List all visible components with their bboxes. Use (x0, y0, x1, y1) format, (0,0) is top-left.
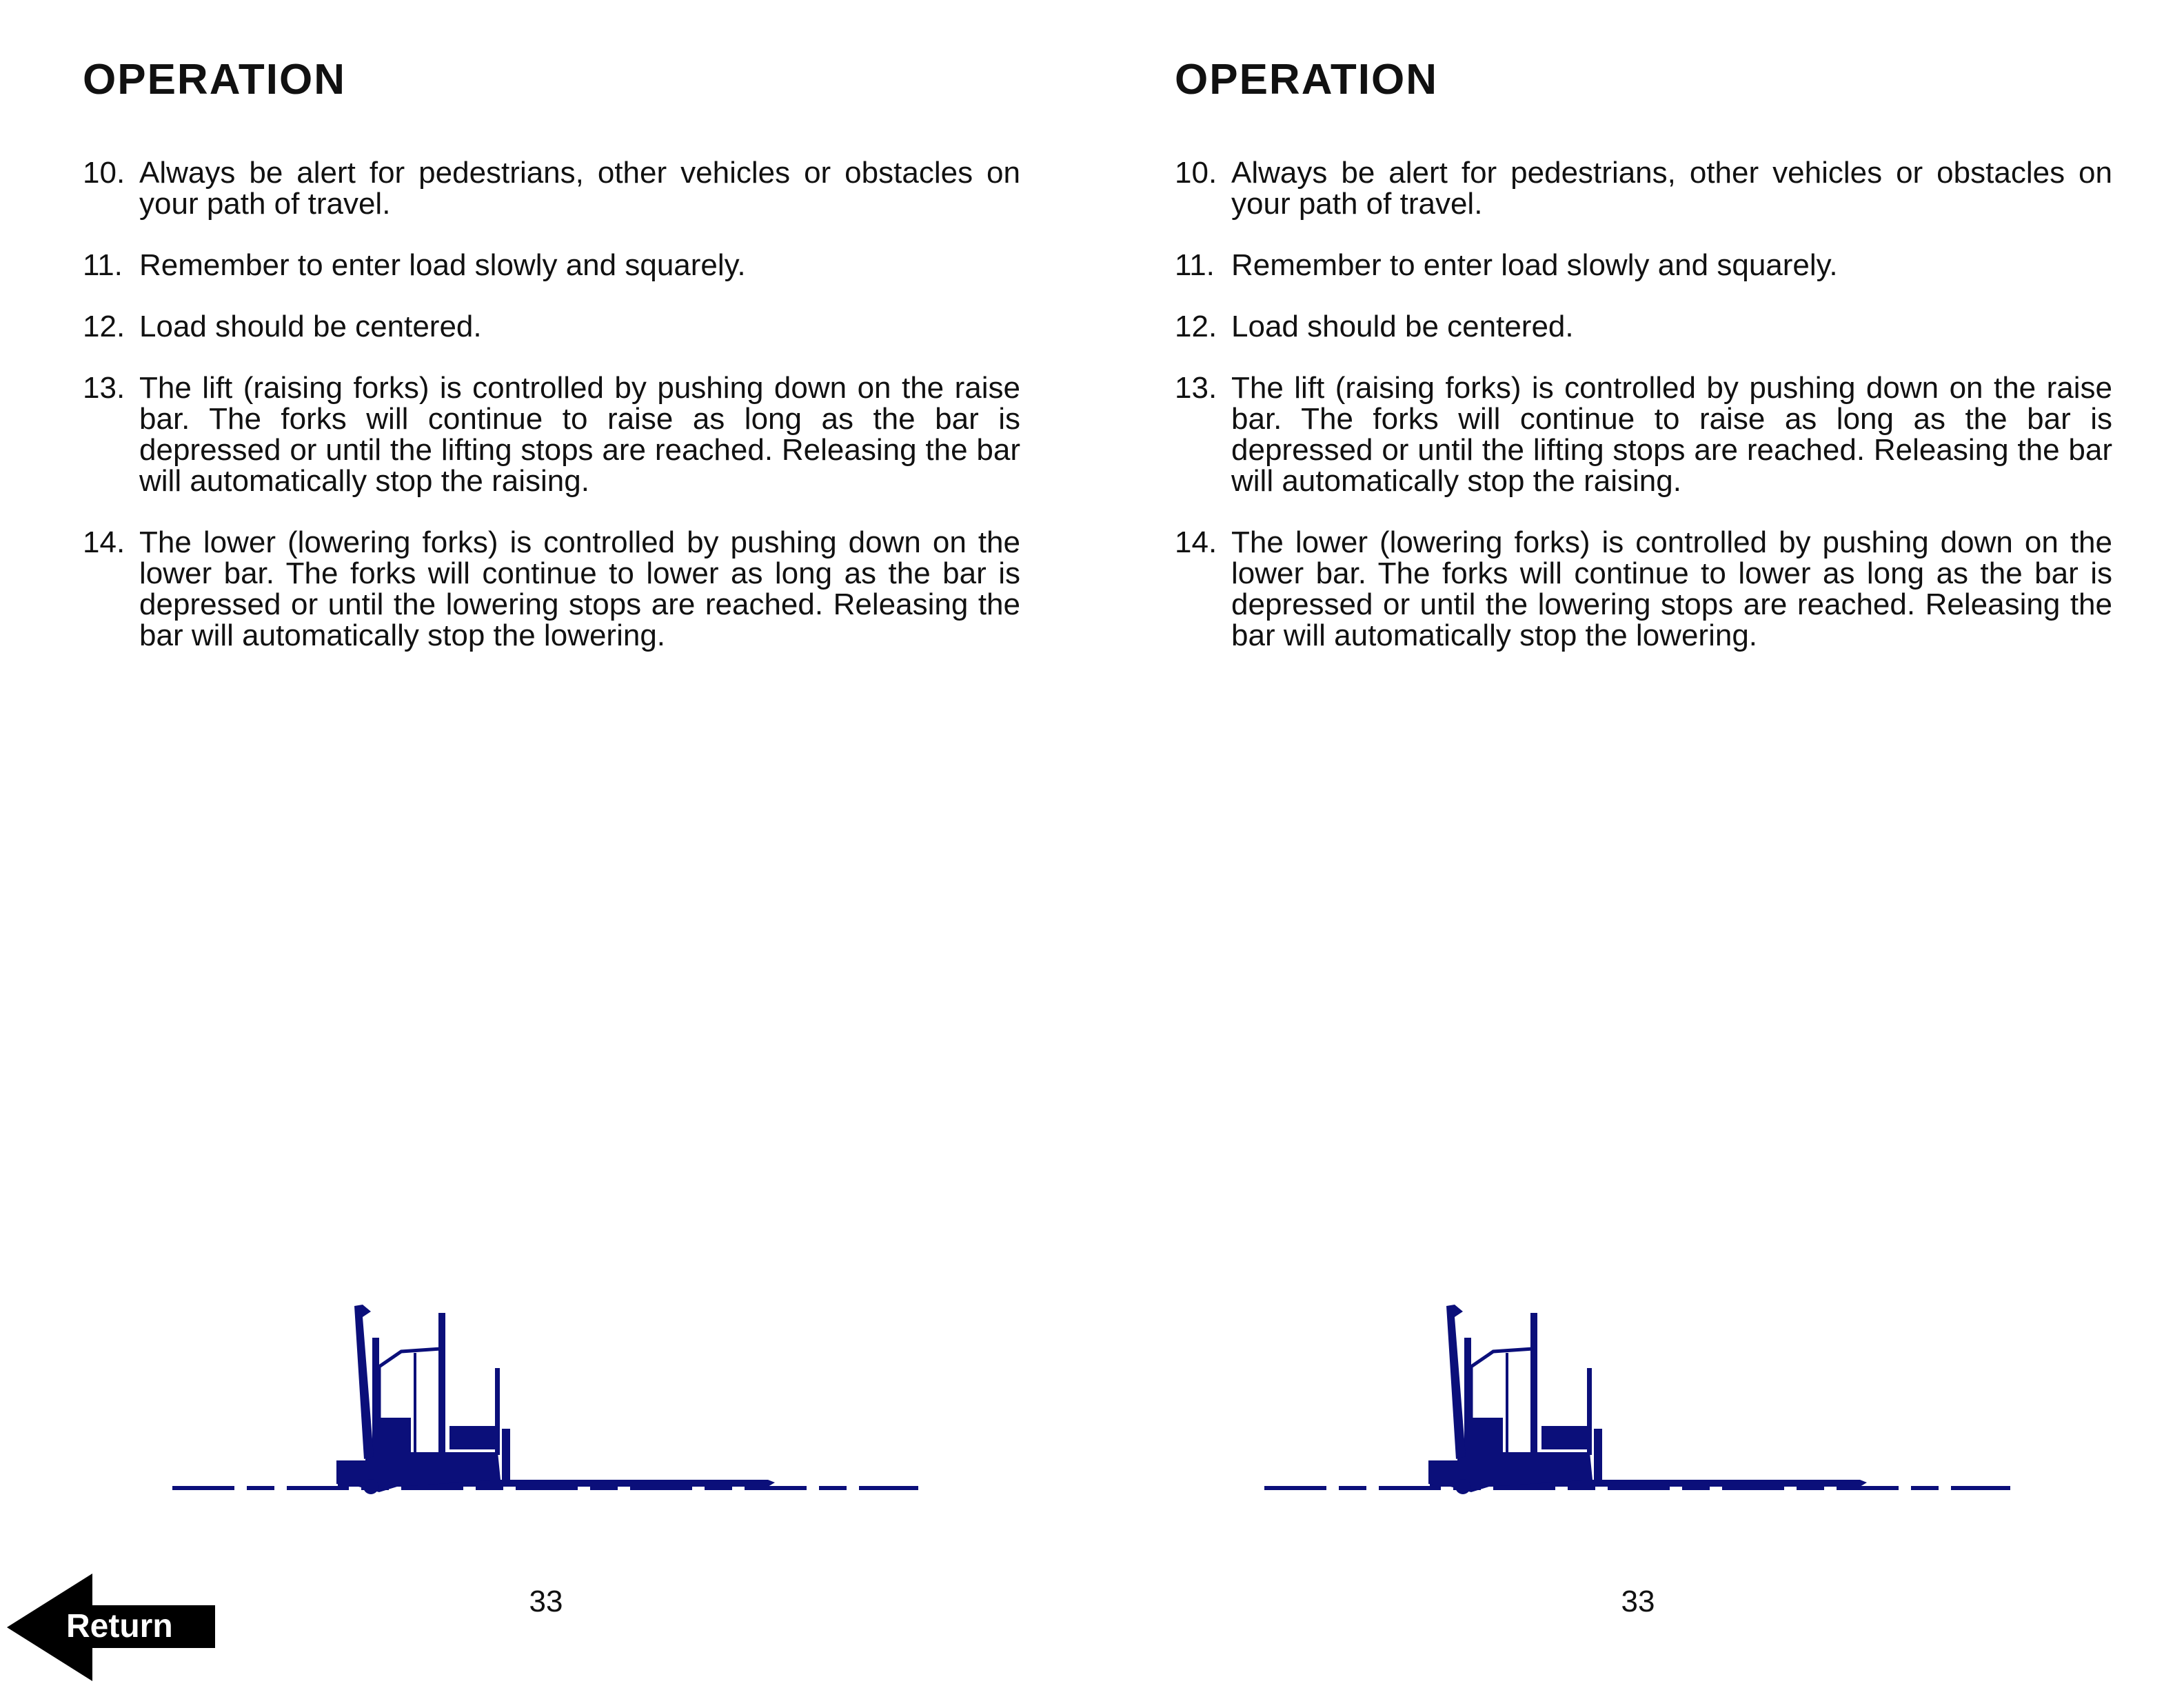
load-guard (1541, 1426, 1591, 1449)
list-item (1175, 157, 2112, 219)
item-text: The lower (lowering forks) is controlled by pushing down on the lower bar. The forks will continue to lower as long as the bar is depressed or until the lowering stops are reached. Releasing the bar will automatically stop the lowering. (139, 525, 1020, 652)
page-number: 33 (529, 1585, 563, 1618)
pallet-truck-illustration (1264, 1296, 2030, 1503)
item-number: 14. (1175, 525, 1217, 559)
list-item (83, 372, 1020, 496)
item-text: The lift (raising forks) is controlled by pushing down on the raise bar. The forks will continue to raise as long as the bar is depressed or until the lifting stops are reached. Releasing the bar will automatically stop the raising. (1231, 371, 2112, 498)
wheel (363, 1479, 378, 1494)
item-number: 11. (83, 248, 123, 282)
item-number: 11. (1175, 248, 1215, 282)
list-item (1175, 527, 2112, 651)
load-guard (449, 1426, 499, 1449)
return-label: Return (66, 1608, 173, 1645)
item-number: 10. (1175, 156, 1217, 190)
return-button[interactable] (7, 1574, 221, 1681)
instruction-list (1175, 157, 2112, 681)
item-text: Load should be centered. (139, 310, 482, 343)
list-item (1175, 311, 2112, 342)
item-number: 13. (1175, 371, 1217, 405)
page-title: OPERATION (1175, 56, 1438, 103)
item-number: 13. (83, 371, 125, 405)
list-item (1175, 250, 2112, 281)
list-item (83, 157, 1020, 219)
mast-thin (495, 1368, 500, 1455)
hydraulic-block (1471, 1418, 1503, 1460)
list-item (83, 527, 1020, 651)
item-text: The lift (raising forks) is controlled by pushing down on the raise bar. The forks will continue to raise as long as the bar is depressed or until the lifting stops are reached. Releasing the bar will automatically stop the raising. (139, 371, 1020, 498)
hydraulic-block (379, 1418, 411, 1460)
item-number: 10. (83, 156, 125, 190)
mast-brace (1471, 1349, 1533, 1427)
mast-front (1530, 1313, 1537, 1466)
handle (354, 1305, 374, 1459)
item-text: Always be alert for pedestrians, other vehicles or obstacles on your path of travel. (139, 156, 1020, 221)
carriage-upright (1594, 1429, 1602, 1487)
item-text: Always be alert for pedestrians, other vehicles or obstacles on your path of travel. (1231, 156, 2112, 221)
item-text: The lower (lowering forks) is controlled by pushing down on the lower bar. The forks will continue to lower as long as the bar is depressed or until the lowering stops are reached. Releasing the bar will automatically stop the lowering. (1231, 525, 2112, 652)
pallet-truck-illustration (172, 1296, 938, 1503)
item-number: 12. (1175, 310, 1217, 343)
mast-brace (379, 1349, 441, 1427)
handle (1446, 1305, 1466, 1459)
list-item (83, 250, 1020, 281)
item-number: 14. (83, 525, 125, 559)
page-right (1092, 0, 2184, 1688)
list-item (83, 311, 1020, 342)
wheel (1455, 1479, 1470, 1494)
carriage-upright (502, 1429, 510, 1487)
list-item (1175, 372, 2112, 496)
item-text: Load should be centered. (1231, 310, 1574, 343)
instruction-list (83, 157, 1020, 681)
page-number: 33 (1621, 1585, 1655, 1618)
mast-front (438, 1313, 445, 1466)
item-text: Remember to enter load slowly and squarely. (1231, 248, 1838, 282)
mast-thin (1587, 1368, 1592, 1455)
page-title: OPERATION (83, 56, 346, 103)
item-text: Remember to enter load slowly and squarely. (139, 248, 746, 282)
item-number: 12. (83, 310, 125, 343)
